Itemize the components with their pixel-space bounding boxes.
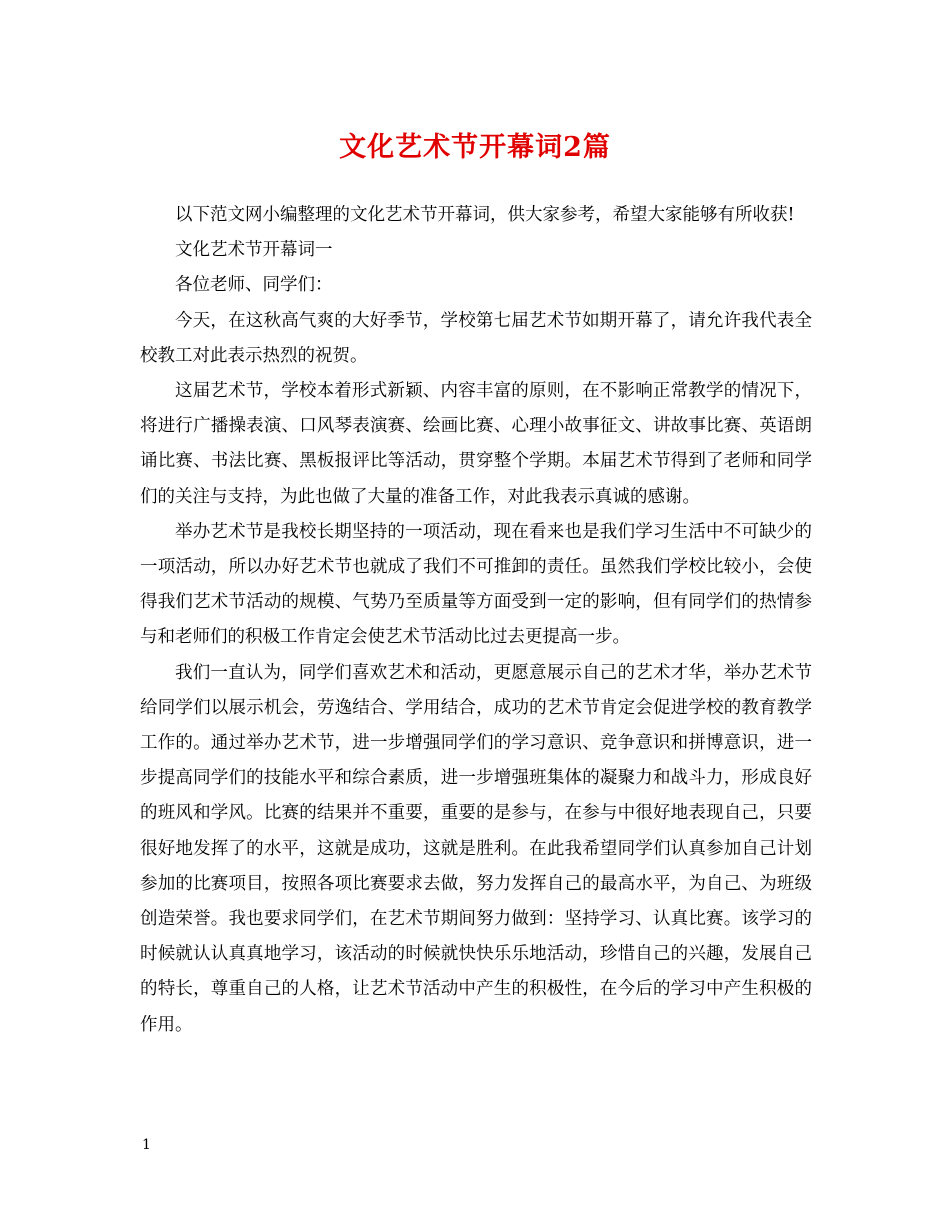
section-heading: 文化艺术节开幕词一 [175,240,333,261]
body-paragraph: 我们一直认为，同学们喜欢艺术和活动，更愿意展示自己的艺术才华，举办艺术节给同学们以展示机会，劳逸结合、学用结合，成功的艺术节肯定会促进学校的教育教学工作的。通过举办艺术节，进一步增强同学们的学习意识、竞争意识和拼博意识，进一步提高同学们的技能水平和综合素质，进一步增强班集体的凝聚力和战斗力，形成良好的班风和学风。比赛的结果并不重要，重要的是参与，在参与中很好地表现自己，只要很好地发挥了的水平，这就是成功，这就是胜利。在此我希望同学们认真参加自己计划参加的比赛项目，按照各项比赛要求去做，努力发挥自己的最高水平，为自己、为班级创造荣誉。我也要求同学们，在艺术节期间努力做到：坚持学习、认真比赛。该学习的时候就认认真真地学习，该活动的时候就快快乐乐地活动，珍惜自己的兴趣，发展自己的特长，尊重自己的人格，让艺术节活动中产生的积极性，在今后的学习中产生积极的作用。 [140,662,812,1035]
body-paragraph: 举办艺术节是我校长期坚持的一项活动，现在看来也是我们学习生活中不可缺少的一项活动，所以办好艺术节也就成了我们不可推卸的责任。虽然我们学校比较小，会使得我们艺术节活动的规模、气势乃至质量等方面受到一定的影响，但有同学们的热情参与和老师们的积极工作肯定会使艺术节活动比过去更提高一步。 [140,521,812,648]
document-body [140,198,812,1043]
intro-paragraph: 以下范文网小编整理的文化艺术节开幕词，供大家参考，希望大家能够有所收获! [175,205,795,225]
document-title: 文化艺术节开幕词2篇 [339,132,611,163]
body-paragraph: 这届艺术节，学校本着形式新颖、内容丰富的原则，在不影响正常教学的情况下，将进行广播操表演、口风琴表演赛、绘画比赛、心理小故事征文、讲故事比赛、英语朗诵比赛、书法比赛、黑板报评比等活动，贯穿整个学期。本届艺术节得到了老师和同学们的关注与支持，为此也做了大量的准备工作，对此我表示真诚的感谢。 [140,381,812,507]
body-paragraph: 今天，在这秋高气爽的大好季节，学校第七届艺术节如期开幕了，请允许我代表全校教工对此表示热烈的祝贺。 [140,310,812,366]
salutation: 各位老师、同学们： [175,275,333,296]
page-number: 1 [142,1137,151,1153]
